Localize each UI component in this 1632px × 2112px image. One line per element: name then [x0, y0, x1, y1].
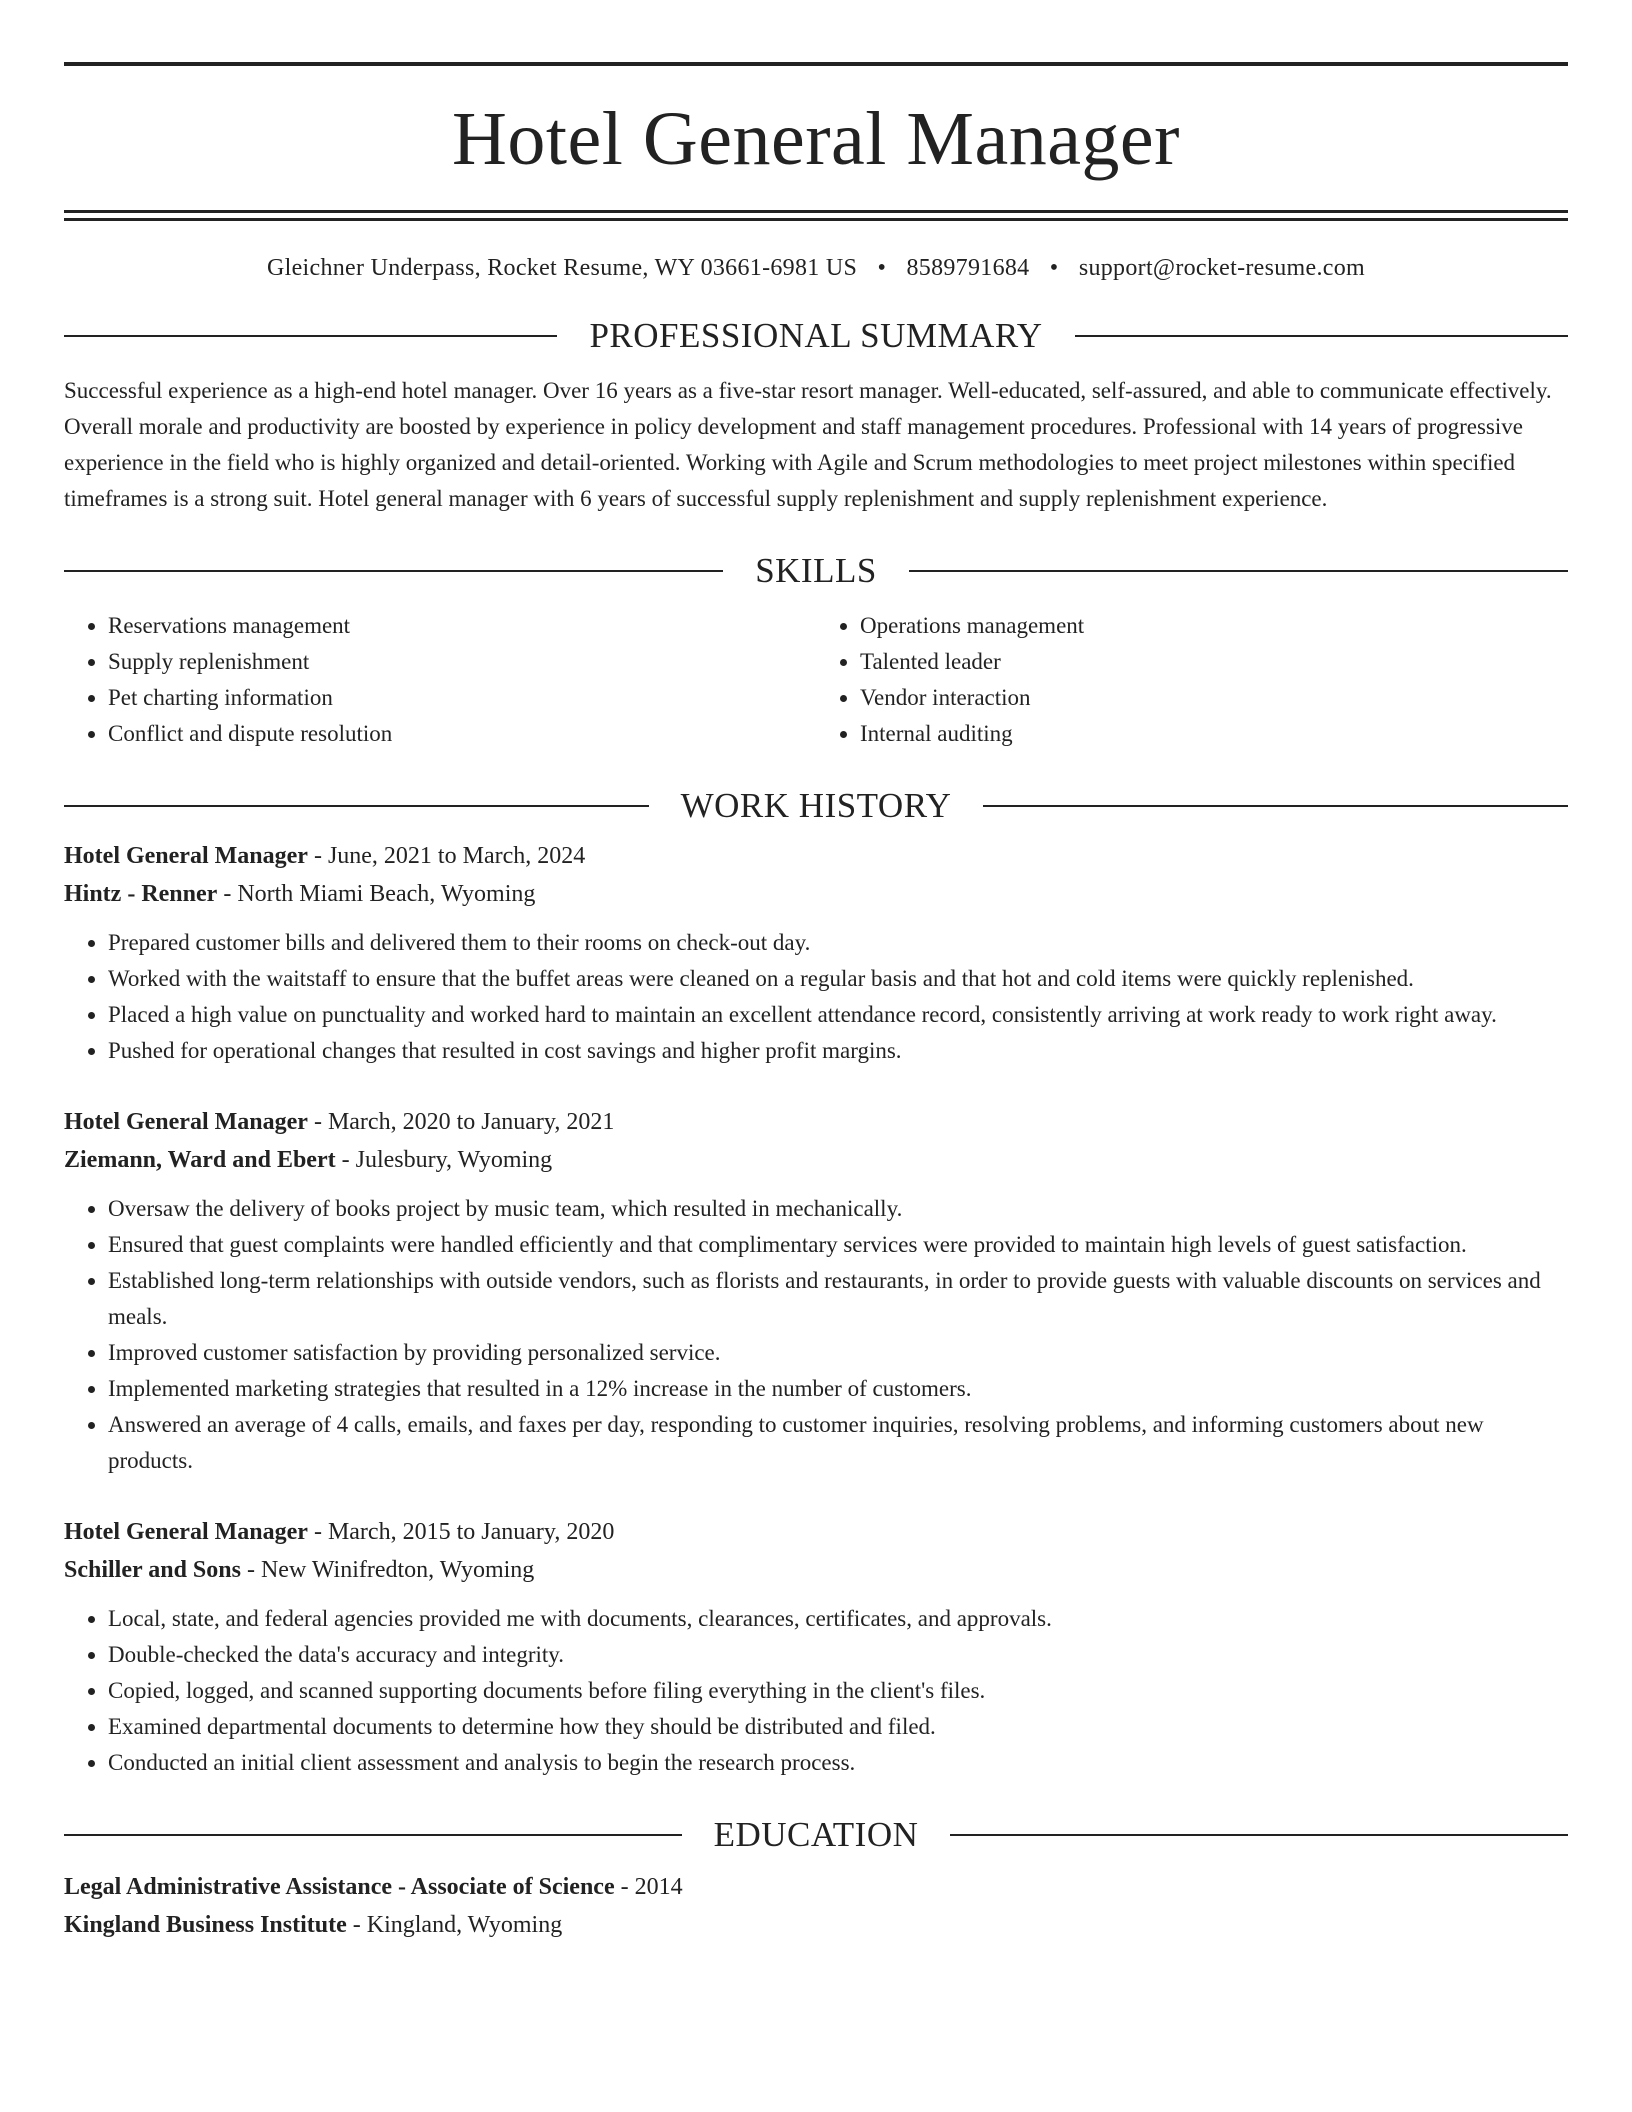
job-location: Julesbury, Wyoming [355, 1147, 553, 1173]
education-school: Kingland Business Institute [64, 1912, 347, 1938]
heading-rule [64, 805, 649, 807]
section-title: SKILLS [755, 551, 877, 590]
job-company: Ziemann, Ward and Ebert [64, 1147, 336, 1173]
job-title: Hotel General Manager [64, 1519, 308, 1545]
skill-item: • Vendor interaction [860, 680, 1568, 716]
contact-email[interactable]: support@rocket-resume.com [1078, 255, 1365, 281]
contact-phone[interactable]: 8589791684 [906, 255, 1030, 281]
section-title: PROFESSIONAL SUMMARY [589, 316, 1043, 355]
job-bullet: • Established long-term relationships with outside vendors, such as florists and restaurants, in order to provide guests with valuable discounts on services and meals. [108, 1263, 1568, 1335]
job-bullet: • Implemented marketing strategies that resulted in a 12% increase in the number of customers. [108, 1371, 1568, 1407]
job-bullet: • Examined departmental documents to determine how they should be distributed and filed. [108, 1709, 1568, 1745]
job-company: Schiller and Sons [64, 1557, 241, 1583]
heading-rule [1075, 335, 1568, 337]
skills-column-left [64, 608, 816, 752]
job-bullet: • Double-checked the data's accuracy and integrity. [108, 1637, 1568, 1673]
job-bullets [64, 925, 1568, 1069]
education-school-line: Kingland Business Institute - Kingland, Wyoming [64, 1912, 563, 1938]
education-location: Kingland, Wyoming [366, 1912, 563, 1938]
heading-rule [64, 570, 723, 572]
skill-item: • Conflict and dispute resolution [108, 716, 816, 752]
job-bullet: • Pushed for operational changes that resulted in cost savings and higher profit margins. [108, 1033, 1568, 1069]
education-entry [64, 1868, 1568, 1944]
resume-title: Hotel General Manager [452, 97, 1180, 181]
contact-address: Gleichner Underpass, Rocket Resume, WY 03661-6981 US [266, 255, 858, 281]
job-bullet: • Worked with the waitstaff to ensure that the buffet areas were cleaned on a regular basis and that hot and cold items were quickly replenished. [108, 961, 1568, 997]
job-bullets [64, 1601, 1568, 1781]
job-entry [64, 1513, 1568, 1781]
section-heading-skills [64, 553, 1568, 588]
section-heading-education [64, 1817, 1568, 1852]
section-heading-summary [64, 318, 1568, 353]
job-company-line: Schiller and Sons - New Winifredton, Wyoming [64, 1557, 535, 1583]
education-year: 2014 [634, 1874, 683, 1900]
skill-item: • Pet charting information [108, 680, 816, 716]
skill-item: • Reservations management [108, 608, 816, 644]
contact-separator: • [1049, 255, 1059, 281]
section-title: EDUCATION [713, 1815, 919, 1854]
job-company-line: Hintz - Renner - North Miami Beach, Wyoming [64, 881, 536, 907]
job-bullet: • Copied, logged, and scanned supporting documents before filing everything in the client's files. [108, 1673, 1568, 1709]
skills-column-right [816, 608, 1568, 752]
job-title: Hotel General Manager [64, 843, 308, 869]
job-bullet: • Conducted an initial client assessment and analysis to begin the research process. [108, 1745, 1568, 1781]
job-title: Hotel General Manager [64, 1109, 308, 1135]
job-bullet: • Ensured that guest complaints were handled efficiently and that complimentary services were provided to maintain high levels of guest satisfaction. [108, 1227, 1568, 1263]
job-location: North Miami Beach, Wyoming [237, 881, 536, 907]
job-bullet: • Improved customer satisfaction by providing personalized service. [108, 1335, 1568, 1371]
job-bullet: • Answered an average of 4 calls, emails, and faxes per day, responding to customer inquiries, resolving problems, and informing customers about new products. [108, 1407, 1568, 1479]
job-bullets [64, 1191, 1568, 1479]
skill-item: • Supply replenishment [108, 644, 816, 680]
heading-rule [950, 1834, 1568, 1836]
top-rule [64, 62, 1568, 66]
summary-text: Successful experience as a high-end hotel manager. Over 16 years as a five-star resort manager. Well-educated, self-assured, and able to communicate effectively. Overall morale and productivity are boosted by experience in policy development and staff management procedures. Professional with 14 years of progressive experience in the field who is highly organized and detail-oriented. Working with Agile and Scrum methodologies to meet project milestones within specified timeframes is a strong suit. Hotel general manager with 6 years of successful supply replenishment and supply replenishment experience. [64, 378, 1552, 511]
skills-list [64, 608, 1568, 752]
job-dates: March, 2015 to January, 2020 [327, 1519, 615, 1545]
job-dates: June, 2021 to March, 2024 [327, 843, 586, 869]
contact-line [64, 255, 1568, 282]
heading-rule [64, 1834, 682, 1836]
education-degree-line: Legal Administrative Assistance - Associate of Science - 2014 [64, 1874, 683, 1900]
job-title-line: Hotel General Manager - March, 2015 to January, 2020 [64, 1519, 615, 1545]
job-company: Hintz - Renner [64, 881, 218, 907]
job-bullet: • Oversaw the delivery of books project by music team, which resulted in mechanically. [108, 1191, 1568, 1227]
job-title-line: Hotel General Manager - June, 2021 to March, 2024 [64, 843, 586, 869]
heading-rule [983, 805, 1568, 807]
job-bullet: • Local, state, and federal agencies provided me with documents, clearances, certificates, and approvals. [108, 1601, 1568, 1637]
section-title: WORK HISTORY [680, 786, 952, 825]
job-company-line: Ziemann, Ward and Ebert - Julesbury, Wyoming [64, 1147, 553, 1173]
skill-item: • Talented leader [860, 644, 1568, 680]
job-entry [64, 837, 1568, 1069]
heading-rule [909, 570, 1568, 572]
resume-page [64, 0, 1568, 1944]
job-location: New Winifredton, Wyoming [260, 1557, 535, 1583]
job-bullet: • Placed a high value on punctuality and worked hard to maintain an excellent attendance record, consistently arriving at work ready to work right away. [108, 997, 1568, 1033]
job-entry [64, 1103, 1568, 1479]
job-title-line: Hotel General Manager - March, 2020 to January, 2021 [64, 1109, 615, 1135]
education-degree: Legal Administrative Assistance - Associate of Science [64, 1874, 615, 1900]
title-double-rule [64, 210, 1568, 221]
skill-item: • Operations management [860, 608, 1568, 644]
job-dates: March, 2020 to January, 2021 [327, 1109, 615, 1135]
heading-rule [64, 335, 557, 337]
skill-item: • Internal auditing [860, 716, 1568, 752]
contact-separator: • [877, 255, 887, 281]
section-heading-work [64, 788, 1568, 823]
job-bullet: • Prepared customer bills and delivered them to their rooms on check-out day. [108, 925, 1568, 961]
